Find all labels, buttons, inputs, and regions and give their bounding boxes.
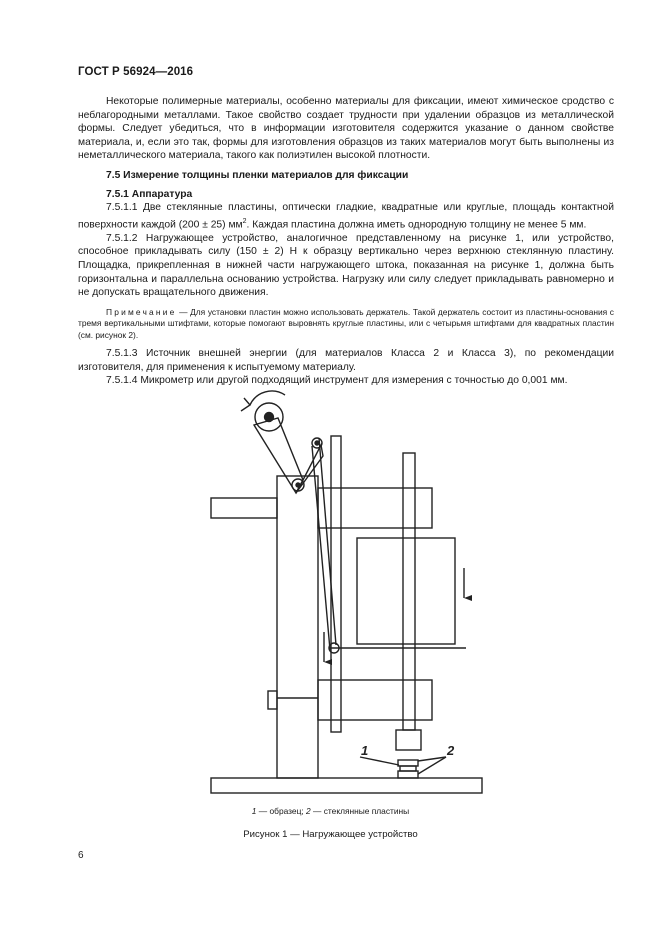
paragraph-7-5-1-4: 7.5.1.4 Микрометр или другой подходящий инструмент для измерения с точностью до 0,001 мм. bbox=[106, 375, 568, 387]
pressing-pad bbox=[396, 730, 421, 750]
loading-rod bbox=[403, 453, 415, 730]
figure-label-2: 2 bbox=[447, 743, 455, 758]
main-text bbox=[78, 95, 614, 388]
figure-caption: Рисунок 1 — Нагружающее устройство bbox=[243, 829, 418, 840]
paragraph-7-5-1-1 bbox=[78, 201, 614, 232]
loading-device-figure bbox=[0, 360, 661, 800]
superscript-2: 2 bbox=[242, 217, 247, 225]
paragraph-7-5-1-1-part-b: . Каждая пластина должна иметь однородную толщину не менее 5 мм. bbox=[246, 219, 587, 231]
leader-line-1 bbox=[360, 757, 399, 765]
legend-number-1: 1 bbox=[251, 806, 257, 816]
load-weight bbox=[357, 538, 455, 644]
specimen bbox=[400, 766, 416, 771]
upper-left-arm bbox=[211, 498, 277, 518]
note-label: Примечание bbox=[106, 306, 177, 317]
eccentric-axle bbox=[265, 413, 274, 422]
paragraph-7-5-1-2: 7.5.1.2 Нагружающее устройство, аналогичное представленному на рисунке 1, или устройство, способное прикладывать силу (150 ± 2) Н к образцу вертикально через верхнюю стеклянную пластину. Площадка, прикрепленная в нижней части нагружающего штока, показанная на рисунке 1, должна быть горизонтальна и параллельна основанию устройства. Нагрузку или силу следует прикладывать равномерно и не допускать вращательного движения. bbox=[78, 232, 614, 299]
legend-text-2: — стеклянные пластины bbox=[310, 806, 410, 816]
device-drawing bbox=[211, 391, 482, 793]
lower-left-arm bbox=[268, 691, 277, 709]
paragraph-metal-affinity: Некоторые полимерные материалы, особенно материалы для фиксации, имеют химическое сродство с неблагородными металлами. Такое свойство создает трудности при удалении образцов из металлической формы. Следует убедиться, что в информации изготовителя содержится указание о данном свойстве материала, и, если это так, формы для изготовления образцов из таких материалов могут быть выполнены из неметаллического материала, такого как полиэтилен высокой плотности. bbox=[78, 96, 614, 162]
legend-text-1: — образец; bbox=[256, 806, 307, 816]
vertical-column bbox=[277, 476, 318, 778]
document-header: ГОСТ Р 56924—2016 bbox=[78, 66, 194, 78]
rotation-arrowhead bbox=[241, 398, 250, 411]
section-7-5-heading: 7.5 Измерение толщины пленки материалов для фиксации bbox=[106, 169, 409, 181]
cable-front bbox=[312, 446, 330, 650]
paragraph-7-5-1-3: 7.5.1.3 Источник внешней энергии (для материалов Класса 2 и Класса 3), по рекомендации изготовителя, для применения к испытуемому материалу. bbox=[78, 347, 614, 373]
legend-number-2: 2 bbox=[306, 806, 311, 816]
section-7-5-1-heading: 7.5.1 Аппаратура bbox=[106, 188, 193, 200]
page-number: 6 bbox=[78, 850, 84, 861]
guide-rail bbox=[331, 436, 341, 732]
figure-legend bbox=[0, 806, 661, 816]
note-text: — Для установки пластин можно использовать держатель. Такой держатель состоит из пластины-основания с тремя вертикальными штифтами, которые помогают выровнять круглые пластины, или с четырьмя штифтами для квадратных пластин (см. рисунок 2). bbox=[78, 306, 614, 340]
upper-glass-plate bbox=[398, 760, 418, 766]
pulley-center bbox=[315, 441, 319, 445]
paragraph-7-5-1-1-part-a: 7.5.1.1 Две стеклянные пластины, оптически гладкие, квадратные или круглые, площадь контактной поверхности каждой (200 ± 25) мм bbox=[78, 202, 614, 231]
lever-pivot-center bbox=[296, 483, 300, 487]
base-plate bbox=[211, 778, 482, 793]
figure-label-1: 1 bbox=[361, 743, 369, 758]
note bbox=[78, 307, 614, 341]
lower-glass-plate bbox=[398, 771, 418, 778]
